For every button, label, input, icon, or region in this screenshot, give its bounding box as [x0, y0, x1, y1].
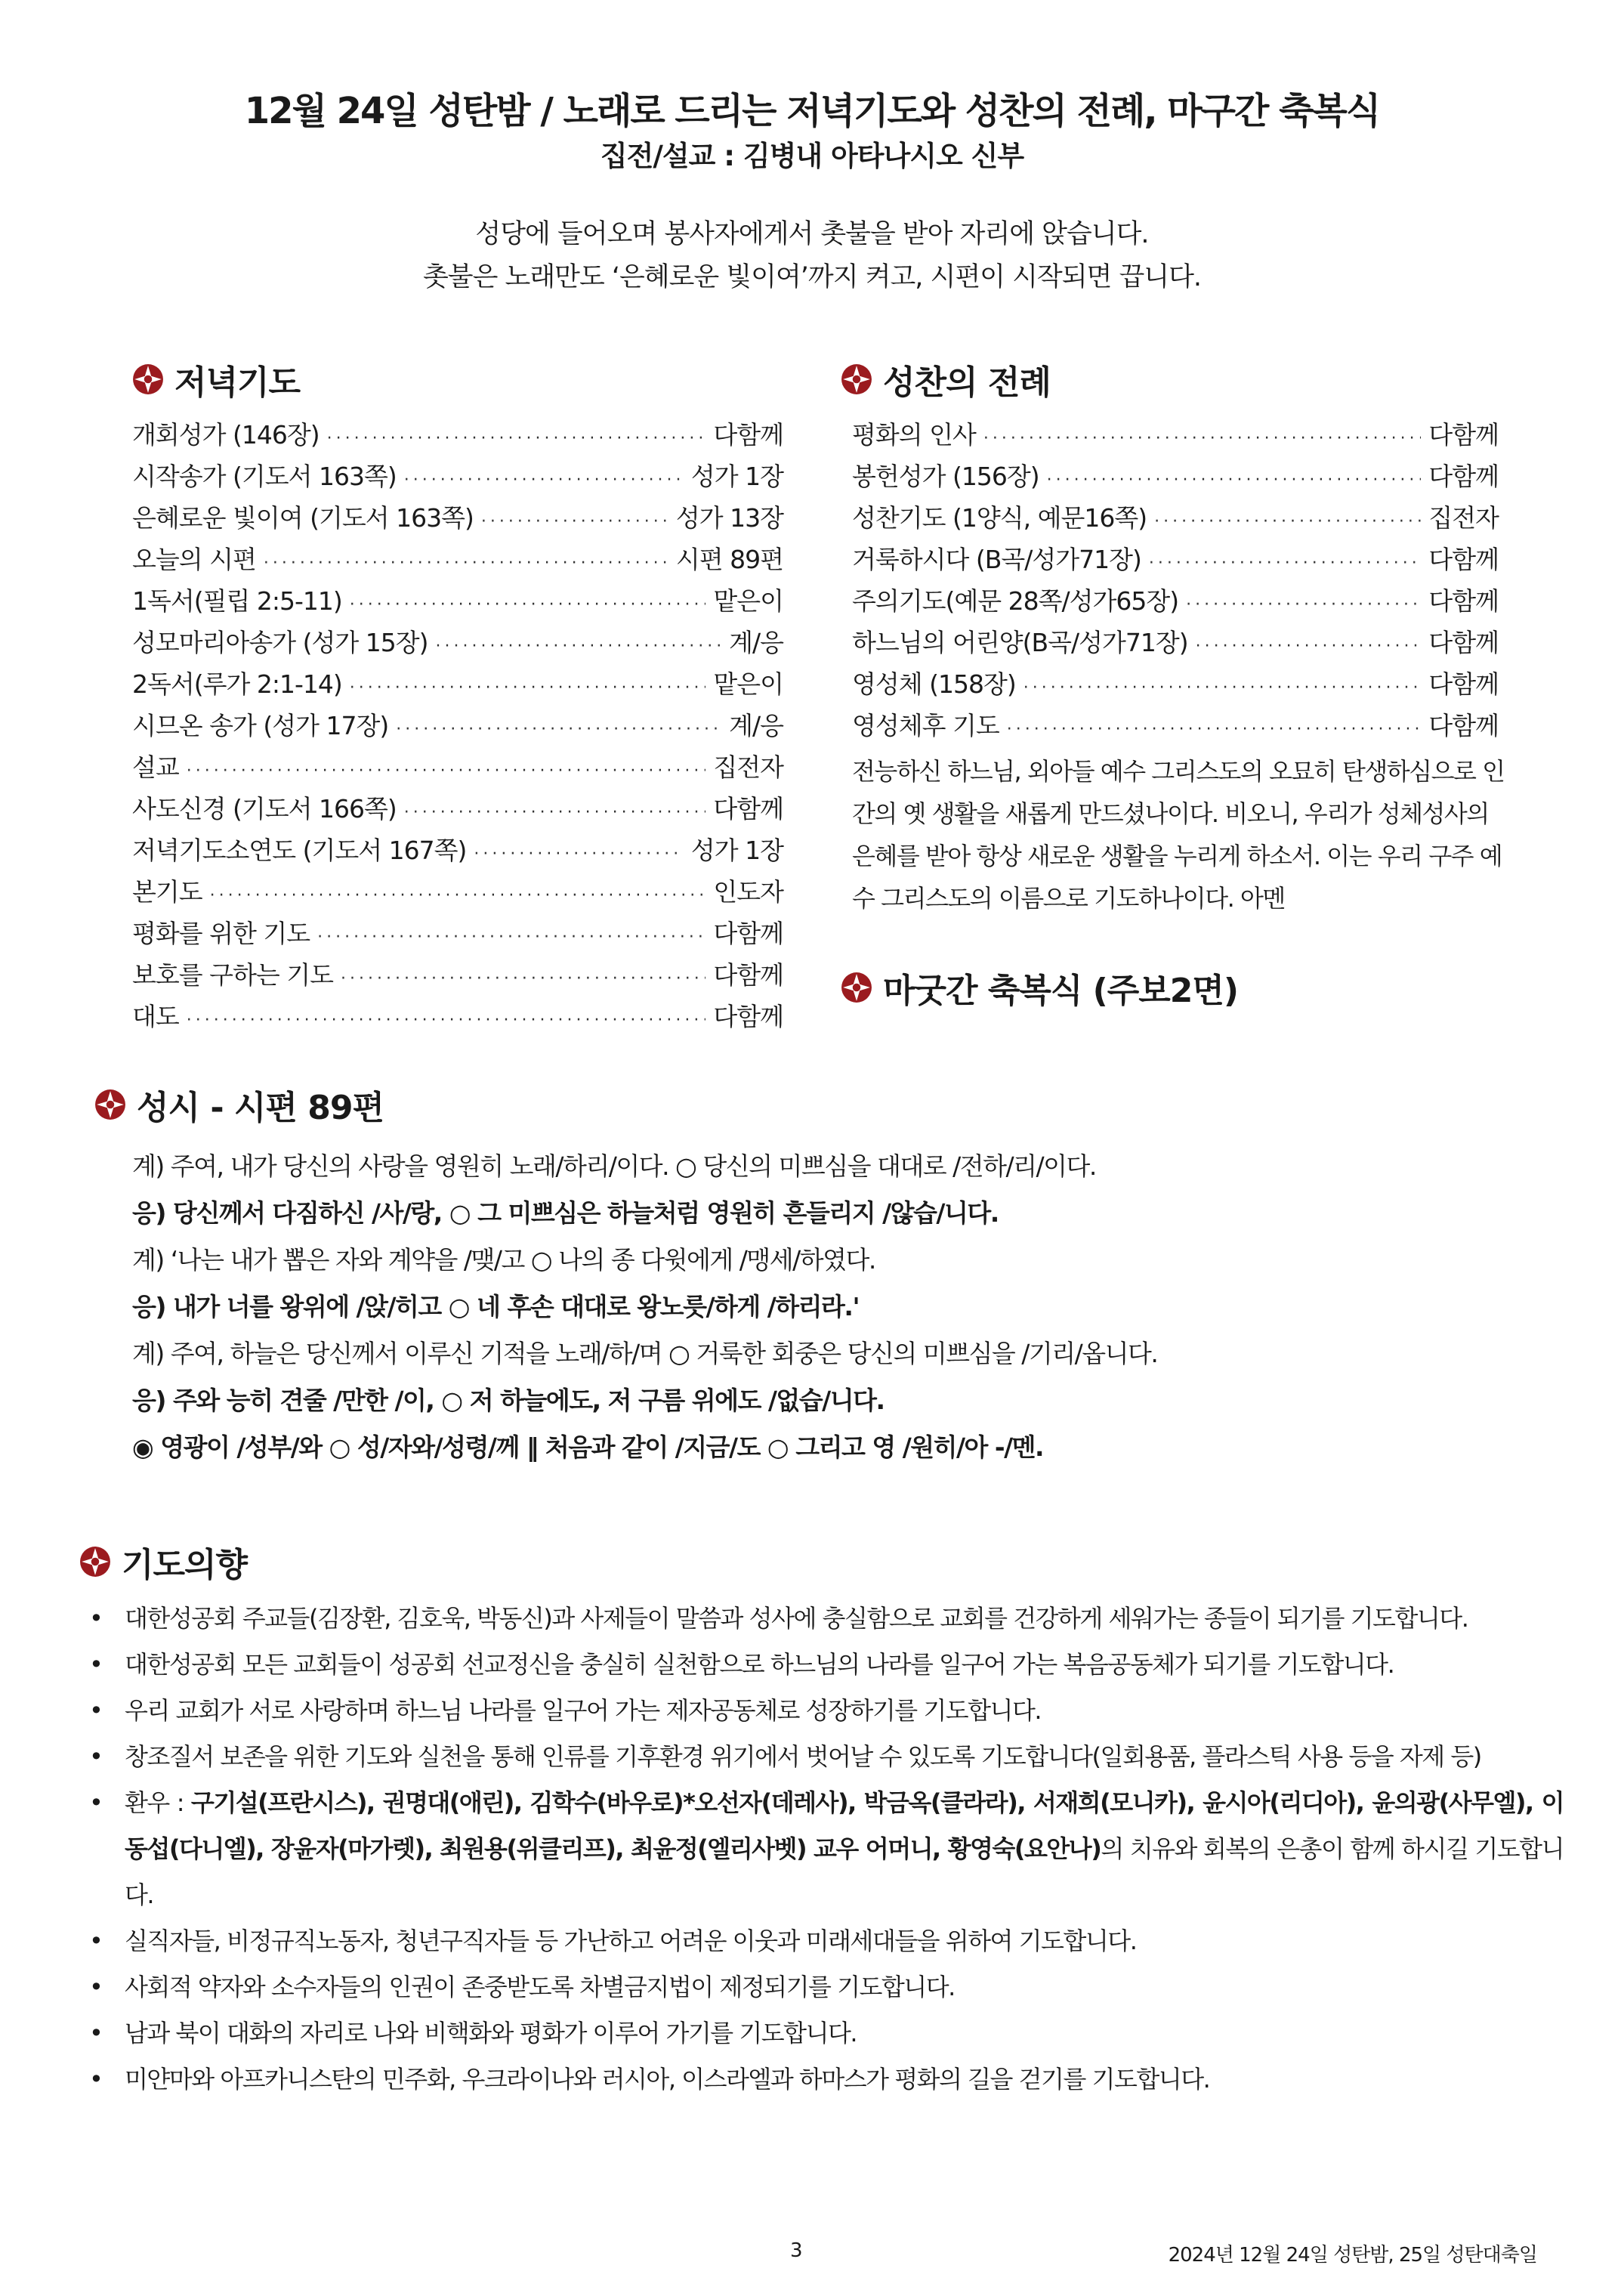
bullet-marker: •	[89, 1788, 103, 1817]
intention-text: 남과 북이 대화의 자리로 나와 비핵화와 평화가 이루어 가기를 기도합니다.	[125, 2019, 857, 2047]
leader-dots	[341, 969, 705, 988]
evening-prayer-order-list	[132, 416, 783, 1039]
intention-item	[83, 1964, 1564, 2010]
bullet-marker: •	[89, 2065, 103, 2094]
section-title: 마굿간 축복식 (주보2면)	[883, 972, 1239, 1010]
order-item-role: 성가 1장	[690, 462, 783, 491]
section-evening-prayer-heading	[132, 355, 300, 403]
order-item-role: 다함께	[713, 960, 783, 990]
bullet-marker: •	[89, 1650, 103, 1679]
leader-dots	[1149, 554, 1421, 573]
leader-dots	[396, 720, 721, 739]
order-item-name: 은혜로운 빛이여 (기도서 163쪽)	[132, 503, 474, 533]
leader-dots	[1007, 720, 1422, 739]
order-item-role: 다함께	[1428, 586, 1499, 616]
page-number: 3	[790, 2239, 803, 2262]
order-item	[852, 623, 1499, 665]
section-title: 성시 - 시편 89편	[137, 1089, 384, 1127]
bullet-marker: •	[89, 2019, 103, 2047]
psalm-line: 계) 주여, 내가 당신의 사랑을 영원히 노래/하리/이다. ○ 당신의 미쁘심을 대대로 /전하/리/이다.	[132, 1151, 1096, 1181]
order-item	[852, 416, 1499, 457]
order-item-name: 평화의 인사	[852, 420, 976, 450]
leader-dots	[210, 886, 706, 905]
page-title: 12월 24일 성탄밤 / 노래로 드리는 저녁기도와 성찬의 전례, 마구간 축복식	[244, 90, 1380, 132]
section-eucharist-heading	[841, 355, 1051, 403]
order-item-role: 계/응	[729, 711, 783, 740]
order-item-role: 다함께	[713, 919, 783, 948]
leader-dots	[264, 554, 668, 573]
canterbury-cross-icon	[841, 363, 872, 395]
bullet-marker: •	[89, 1604, 103, 1633]
order-item-name: 사도신경 (기도서 166쪽)	[132, 794, 397, 824]
page-subtitle: 집전/설교 : 김병내 아타나시오 신부	[600, 140, 1024, 172]
order-item-role: 다함께	[1428, 462, 1499, 491]
section-manger-blessing-heading	[841, 963, 1238, 1012]
order-item	[132, 997, 783, 1039]
order-item-name: 시작송가 (기도서 163쪽)	[132, 462, 397, 491]
intention-item	[83, 1642, 1564, 1688]
leader-dots	[317, 928, 705, 947]
leader-dots	[187, 1011, 706, 1030]
order-item-name: 영성체 (158장)	[852, 669, 1016, 699]
order-item-role: 계/응	[729, 628, 783, 657]
order-item	[132, 790, 783, 831]
order-item-role: 다함께	[713, 794, 783, 824]
intention-item	[83, 2010, 1564, 2057]
intention-item	[83, 1688, 1564, 1734]
intro-line-2: 촛불은 노래만도 ‘은혜로운 빛이여’까지 켜고, 시편이 시작되면 끕니다.	[422, 262, 1202, 292]
order-item-name: 주의기도(예문 28쪽/성가65장)	[852, 586, 1179, 616]
order-item	[852, 457, 1499, 499]
intention-text: 창조질서 보존을 위한 기도와 실천을 통해 인류를 기후환경 위기에서 벗어날 수 있도록 기도합니다(일회용품, 플라스틱 사용 등을 자제 등)	[125, 1742, 1481, 1771]
order-item-role: 다함께	[1428, 628, 1499, 657]
psalm-line: ◉ 영광이 /성부/와 ○ 성/자와/성령/께 ‖ 처음과 같이 /지금/도 ○ 그리고 영 /원히/아 -/멘.	[132, 1432, 1044, 1462]
psalm-line: 계) ‘나는 내가 뽑은 자와 계약을 /맺/고 ○ 나의 종 다윗에게 /맹세/하였다.	[132, 1245, 875, 1275]
intention-text: 실직자들, 비정규직노동자, 청년구직자들 등 가난하고 어려운 이웃과 미래세대들을 위하여 기도합니다.	[125, 1927, 1137, 1955]
order-item	[852, 706, 1499, 748]
leader-dots	[1186, 595, 1421, 614]
intention-item	[83, 1918, 1564, 1964]
order-item-name: 개회성가 (146장)	[132, 420, 320, 450]
order-item-name: 시므온 송가 (성가 17장)	[132, 711, 389, 740]
canterbury-cross-icon	[132, 363, 164, 395]
psalm-line: 응) 내가 너를 왕위에 /앉/히고 ○ 네 후손 대대로 왕노릇/하게 /하리라.'	[132, 1292, 860, 1321]
order-item-name: 대도	[132, 1002, 179, 1031]
order-item	[132, 873, 783, 914]
leader-dots	[404, 803, 706, 822]
order-item-name: 2독서(루가 2:1-14)	[132, 669, 342, 699]
bullet-marker: •	[89, 1927, 103, 1955]
order-item-role: 집전자	[713, 752, 783, 782]
sick-prefix: 환우 :	[125, 1788, 191, 1817]
leader-dots	[436, 637, 722, 656]
order-item-name: 성찬기도 (1양식, 예문16쪽)	[852, 503, 1147, 533]
bullet-marker: •	[89, 1696, 103, 1725]
intention-text: 사회적 약자와 소수자들의 인권이 존중받도록 차별금지법이 제정되기를 기도합니다.	[125, 1973, 955, 2001]
order-item	[132, 748, 783, 790]
order-item-name: 평화를 위한 기도	[132, 919, 310, 948]
intention-text: 대한성공회 모든 교회들이 성공회 선교정신을 충실히 실천함으로 하느님의 나라를 일구어 가는 복음공동체가 되기를 기도합니다.	[125, 1650, 1394, 1679]
sick-suffix: 의 치유와 회복의 은총이 함께 하시길 기도합니다.	[125, 1834, 1564, 1909]
leader-dots	[350, 678, 706, 697]
order-item-role: 다함께	[1428, 669, 1499, 699]
psalm-line: 응) 주와 능히 견줄 /만한 /이, ○ 저 하늘에도, 저 구름 위에도 /없습/니다.	[132, 1386, 885, 1415]
sick-names: 구기설(프란시스), 권명대(애린), 김학수(바우로)*오선자(데레사), 박금옥(클라라), 서재희(모니카), 윤시아(리디아), 윤의광(사무엘), 이동섭(다니엘), 장윤자(마가렛), 최원용(위클리프), 최윤정(엘리사벳) 교우 어머니, 황영숙(요안나)	[125, 1788, 1564, 1863]
order-item	[132, 665, 783, 706]
order-item-role: 다함께	[713, 420, 783, 450]
order-item-name: 하느님의 어린양(B곡/성가71장)	[852, 628, 1188, 657]
order-item	[132, 706, 783, 748]
order-item-name: 설교	[132, 752, 179, 782]
order-item	[132, 956, 783, 997]
order-item	[132, 540, 783, 582]
order-item-name: 영성체후 기도	[852, 711, 999, 740]
intention-item-sick	[83, 1780, 1564, 1918]
order-item-name: 보호를 구하는 기도	[132, 960, 334, 990]
order-item	[852, 582, 1499, 623]
order-item	[132, 831, 783, 873]
bullet-marker: •	[89, 1742, 103, 1771]
section-title: 기도의향	[122, 1546, 248, 1584]
order-item-role: 맡은이	[713, 669, 783, 699]
prayer-intentions-list	[83, 1596, 1564, 2103]
intention-item	[83, 1596, 1564, 1642]
section-title: 저녁기도	[174, 363, 301, 402]
order-item-role: 집전자	[1428, 503, 1499, 533]
order-item-role: 성가 1장	[690, 836, 783, 865]
order-item	[852, 499, 1499, 540]
order-item-role: 다함께	[1428, 420, 1499, 450]
intro-line-1: 성당에 들어오며 봉사자에게서 촛불을 받아 자리에 앉습니다.	[475, 219, 1149, 249]
order-item-role: 다함께	[1428, 711, 1499, 740]
order-item-name: 봉헌성가 (156장)	[852, 462, 1039, 491]
order-item-name: 저녁기도소연도 (기도서 167쪽)	[132, 836, 467, 865]
order-item-role: 다함께	[1428, 545, 1499, 574]
intention-text: 대한성공회 주교들(김장환, 김호욱, 박동신)과 사제들이 말씀과 성사에 충실함으로 교회를 건강하게 세워가는 종들이 되기를 기도합니다.	[125, 1604, 1468, 1633]
eucharist-order-list	[852, 416, 1499, 748]
order-item	[132, 416, 783, 457]
leader-dots	[474, 845, 684, 864]
intention-text: 미얀마와 아프카니스탄의 민주화, 우크라이나와 러시아, 이스라엘과 하마스가 평화의 길을 걷기를 기도합니다.	[125, 2065, 1210, 2094]
psalm-lines	[132, 1147, 1567, 1475]
post-communion-collect: 전능하신 하느님, 외아들 예수 그리스도의 오묘히 탄생하심으로 인간의 옛 생활을 새롭게 만드셨나이다. 비오니, 우리가 성체성사의 은혜를 받아 항상 새로운 생활을 누리게 하소서. 이는 우리 구주 예수 그리스도의 이름으로 기도하나이다. 아멘	[852, 757, 1505, 913]
leader-dots	[481, 512, 668, 531]
section-intentions-heading	[79, 1537, 247, 1586]
intention-text: 우리 교회가 서로 사랑하며 하느님 나라를 일구어 가는 제자공동체로 성장하기를 기도합니다.	[125, 1696, 1042, 1725]
order-item	[132, 914, 783, 956]
order-item-role: 맡은이	[713, 586, 783, 616]
leader-dots	[983, 429, 1421, 448]
order-item-name: 1독서(필립 2:5-11)	[132, 586, 342, 616]
order-item	[852, 540, 1499, 582]
order-item	[132, 623, 783, 665]
leader-dots	[1023, 678, 1422, 697]
order-item-role: 다함께	[713, 1002, 783, 1031]
canterbury-cross-icon	[79, 1546, 111, 1578]
intention-item	[83, 1734, 1564, 1780]
order-item-name: 거룩하시다 (B곡/성가71장)	[852, 545, 1141, 574]
leader-dots	[1154, 512, 1421, 531]
order-item-name: 본기도	[132, 877, 202, 907]
order-item-role: 시편 89편	[675, 545, 783, 574]
psalm-line: 응) 당신께서 다짐하신 /사/랑, ○ 그 미쁘심은 하늘처럼 영원히 흔들리지 /않습/니다.	[132, 1198, 999, 1228]
bullet-marker: •	[89, 1973, 103, 2001]
footer-date: 2024년 12월 24일 성탄밤, 25일 성탄대축일	[1168, 2244, 1537, 2267]
section-psalm-heading	[94, 1080, 384, 1129]
order-item	[132, 457, 783, 499]
leader-dots	[187, 762, 706, 780]
order-item-name: 오늘의 시편	[132, 545, 256, 574]
order-item	[132, 499, 783, 540]
canterbury-cross-icon	[841, 972, 872, 1003]
order-item-role: 성가 13장	[675, 503, 783, 533]
intention-item	[83, 2057, 1564, 2103]
leader-dots	[1047, 471, 1422, 490]
canterbury-cross-icon	[94, 1089, 126, 1120]
leader-dots	[404, 471, 684, 490]
order-item-role: 인도자	[713, 877, 783, 907]
order-item-name: 성모마리아송가 (성가 15장)	[132, 628, 428, 657]
order-item	[852, 665, 1499, 706]
leader-dots	[350, 595, 706, 614]
order-item	[132, 582, 783, 623]
psalm-line: 계) 주여, 하늘은 당신께서 이루신 기적을 노래/하/며 ○ 거룩한 회중은 당신의 미쁘심을 /기리/옵니다.	[132, 1339, 1158, 1368]
section-title: 성찬의 전례	[883, 363, 1051, 402]
leader-dots	[327, 429, 706, 448]
leader-dots	[1196, 637, 1422, 656]
